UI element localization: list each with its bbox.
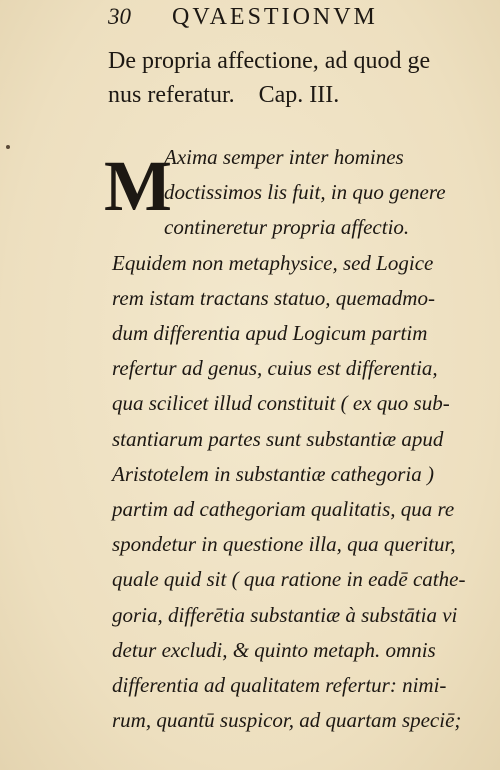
text-line: spondetur in questione illa, qua queritur,: [112, 532, 456, 557]
text-line: differentia ad qualitatem refertur: nimi-: [112, 673, 447, 698]
text-line: Equidem non metaphysice, sed Logice: [112, 250, 434, 275]
body-text: [112, 140, 478, 738]
text-line: goria, differētia substantiæ à substātia vi: [112, 602, 458, 627]
drop-cap-initial: M: [104, 146, 172, 226]
text-line: dum differentia apud Logicum partim: [112, 321, 428, 346]
chapter-title-line: nus referatur. Cap. III.: [108, 82, 340, 108]
text-line: contineretur propria affectio.: [164, 215, 410, 240]
text-line: doctissimos lis fuit, in quo genere: [164, 180, 446, 205]
text-line: quale quid sit ( qua ratione in eadē cathe-: [112, 567, 466, 592]
text-line: qua scilicet illud constituit ( ex quo sub-: [112, 391, 450, 416]
text-line: rem istam tractans statuo, quemadmo-: [112, 285, 435, 310]
text-line: Axima semper inter homines: [164, 145, 404, 169]
chapter-title: [108, 44, 478, 112]
text-line: detur excludi, & quinto metaph. omnis: [112, 637, 436, 662]
chapter-title-line: De propria affectione, ad quod ge: [108, 48, 431, 74]
text-line: refertur ad genus, cuius est differentia,: [112, 356, 438, 381]
text-line: stantiarum partes sunt substantiæ apud: [112, 426, 444, 451]
ink-speck: [6, 145, 10, 149]
page-number: 30: [108, 4, 131, 29]
text-line: rum, quantū suspicor, ad quartam speciē;: [112, 708, 462, 733]
running-title: QVAESTIONVM: [172, 4, 378, 30]
text-line: Aristotelem in substantiæ cathegoria ): [112, 461, 434, 486]
text-line: partim ad cathegoriam qualitatis, qua re: [112, 497, 455, 522]
running-head: [108, 4, 476, 31]
